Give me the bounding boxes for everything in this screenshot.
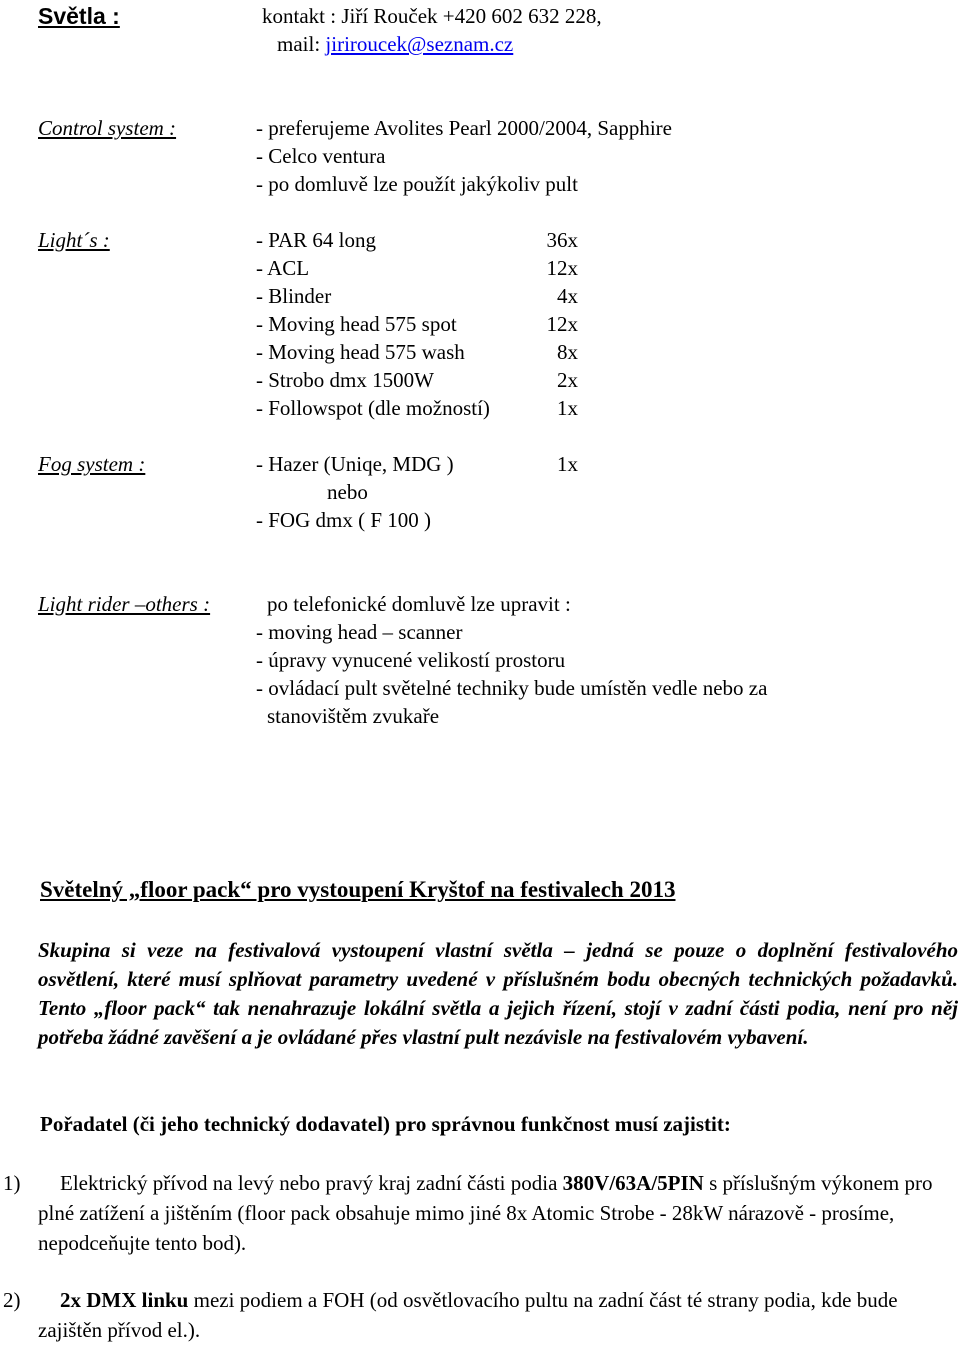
light-item-name: - Moving head 575 spot — [256, 312, 457, 336]
floor-pack-paragraph: Skupina si veze na festivalová vystoupení vlastní světla – jedná se pouze o doplnění festivalového osvětlení, které musí splňovat parametry uvedené v příslušném bodu obecných technických požadavků. Tento „floor pack“ tak nenahrazuje lokální světla a jejich řízení, stojí v zadní části podia, není pro něj potřeba žádné zavěšení a je ovládané přes vlastní pult nezávisle na festivalovém vybavení. — [38, 938, 958, 1049]
requirement-text: s příslušným výkonem pro plné zatížení a jištěním (floor pack obsahuje mimo jiné 8x Atomic Strobe - 28kW nárazově - prosíme, nepodceňujte tento bod). — [38, 1171, 933, 1255]
light-item-qty: 4x — [557, 284, 578, 308]
requirement-text: mezi podiem a FOH (od osvětlovacího pultu na zadní část té strany podia, kde bude zajištěn přívod el.). — [38, 1288, 898, 1342]
mail-line — [277, 30, 513, 58]
light-item-qty: 8x — [557, 340, 578, 364]
light-rider-label: Light rider –others : — [38, 592, 211, 616]
mail-label: mail: — [277, 32, 326, 56]
light-item-name: - Strobo dmx 1500W — [256, 368, 434, 392]
lights-label: Light´s : — [38, 228, 110, 252]
rider-item: - moving head – scanner — [256, 620, 463, 644]
fog-or: nebo — [327, 480, 368, 504]
light-item-name: - Blinder — [256, 284, 332, 308]
rider-intro: po telefonické domluvě lze upravit : — [267, 592, 571, 616]
fog-system-label: Fog system : — [38, 452, 146, 476]
requirement-bold-text: 2x DMX linku — [60, 1288, 189, 1312]
light-item-name: - Moving head 575 wash — [256, 340, 465, 364]
rider-item-continuation: stanovištěm zvukaře — [267, 704, 440, 728]
light-item-qty: 36x — [546, 228, 578, 252]
requirement-bold-text: 380V/63A/5PIN — [562, 1171, 704, 1195]
requirement-number: 1) — [3, 1171, 21, 1195]
control-system-label: Control system : — [38, 116, 177, 140]
requirement-item — [38, 1168, 938, 1258]
requirement-text: Elektrický přívod na levý nebo pravý kraj zadní části podia — [60, 1171, 563, 1195]
floor-pack-heading: Světelný „floor pack“ pro vystoupení Kryštof na festivalech 2013 — [40, 877, 676, 902]
light-item-qty: 12x — [546, 312, 578, 336]
organizer-heading: Pořadatel (či jeho technický dodavatel) pro správnou funkčnost musí zajistit: — [40, 1112, 731, 1136]
light-item-qty: 12x — [546, 256, 578, 280]
light-item-qty: 1x — [557, 396, 578, 420]
requirement-item — [38, 1285, 938, 1345]
fog-item-qty: 1x — [557, 452, 578, 476]
contact-line: kontakt : Jiří Rouček +420 602 632 228, — [262, 4, 602, 28]
fog-item: - Hazer (Uniqe, MDG ) — [256, 452, 454, 476]
control-item: - po domluvě lze použít jakýkoliv pult — [256, 172, 578, 196]
requirement-number: 2) — [3, 1288, 21, 1312]
light-item-name: - Followspot (dle možností) — [256, 396, 490, 420]
rider-item: - ovládací pult světelné techniky bude umístěn vedle nebo za — [256, 676, 768, 700]
fog-item: - FOG dmx ( F 100 ) — [256, 508, 432, 532]
light-item-name: - ACL — [256, 256, 310, 280]
rider-item: - úpravy vynucené velikostí prostoru — [256, 648, 566, 672]
control-item: - preferujeme Avolites Pearl 2000/2004, Sapphire — [256, 116, 673, 140]
email-link[interactable]: jiriroucek@seznam.cz — [325, 32, 514, 56]
light-item-name: - PAR 64 long — [256, 228, 377, 252]
control-item: - Celco ventura — [256, 144, 386, 168]
light-item-qty: 2x — [557, 368, 578, 392]
page-title: Světla : — [38, 3, 120, 29]
